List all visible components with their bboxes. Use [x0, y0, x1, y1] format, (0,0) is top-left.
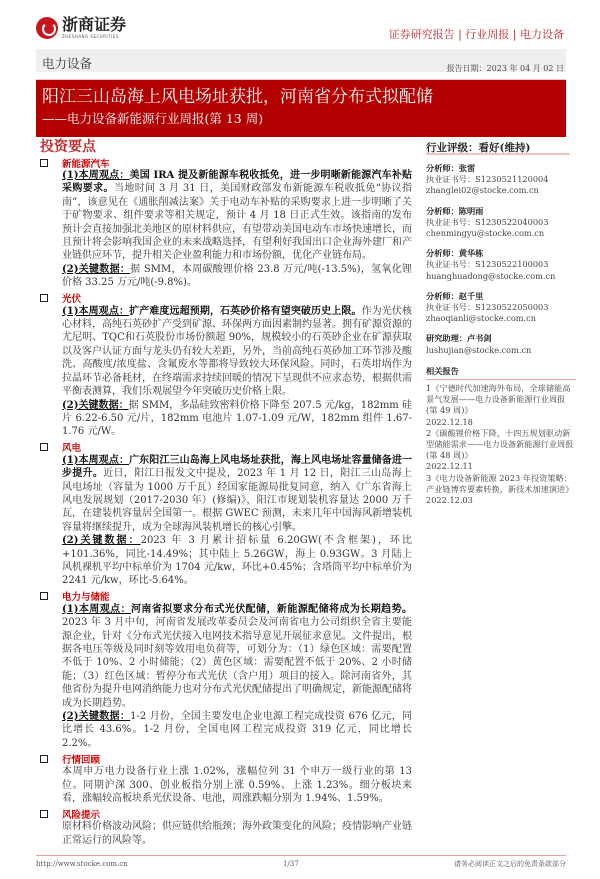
research-assistant: [426, 333, 576, 355]
analyst: [426, 206, 576, 240]
viewpoint-headline: 美国 IRA 提及新能源车税收抵免，进一步明晰新能源汽车补贴采购要求。: [62, 170, 413, 195]
section-title: 风电: [62, 443, 82, 455]
section-storage: [40, 590, 412, 750]
key-data-paragraph: [62, 534, 412, 588]
related-report[interactable]: [426, 473, 576, 507]
viewpoint-label: (1)本周观点：: [62, 170, 130, 181]
checkbox-bullet-icon: [40, 159, 48, 167]
assistant-name: 研究助理：卢书剑: [426, 333, 492, 344]
analyst-name: 分析师：张雷: [426, 163, 476, 173]
checkbox-bullet-icon: [40, 294, 48, 302]
section-nev: [40, 156, 412, 290]
analyst-email[interactable]: zhanglei02@stocke.com.cn: [426, 185, 539, 196]
left-column: [36, 139, 412, 847]
footer-url[interactable]: http://www.stocke.com.cn: [36, 860, 128, 869]
footer-disclaimer: 请务必阅读正文之后的免责条款部分: [454, 860, 566, 869]
viewpoint-body: 近日，阳江日报发文中提及，2023 年 1 月 12 日，阳江三山岛海上风电场址（容量为 1000 万千瓦）经国家能源局批复同意，纳入《广东省海上风电发展规划（2017-2030 年）(修编)》，阳江市规划装机容量达 2000 万千瓦，在建装机容量居全国第一。根据 GWEC 预测，未来几年中国海风新增装机容量将继续提升，成为全球海风装机增长的核心引擎。: [62, 468, 412, 533]
related-report-title: 3《电力设备新能源 2023 年投资策略：产业链博弈要素转换，新技术加速演进》: [426, 472, 574, 494]
title-banner: [36, 79, 566, 137]
logo-emblem-icon: [36, 17, 58, 39]
key-data-label: (2)关键数据：: [62, 399, 129, 411]
analyst-cert: 执业证书号：S1230521120004: [426, 174, 549, 185]
sidebar: [426, 163, 576, 506]
viewpoint-headline: 河南省拟要求分布式光伏配储，新能源配储将成为长期趋势。: [130, 603, 413, 615]
analyst-cert: 执业证书号：S1230522050003: [426, 302, 549, 313]
analyst-name: 分析师：黄华栋: [426, 248, 484, 259]
viewpoint-paragraph: [62, 603, 412, 710]
section-market-review: [40, 752, 412, 805]
key-data-label: (2)关键数据：: [62, 711, 131, 723]
viewpoint-label: (1)本周观点：: [62, 305, 130, 317]
related-report-date: 2022.12.11: [426, 461, 473, 472]
risk-text: 原材料价格波动风险；供应链供给瓶颈；海外政策变化的风险；疫情影响产业链正常运行的风险等。: [62, 821, 412, 846]
investment-highlights-heading: 投资要点: [40, 139, 96, 155]
sector-label: 电力设备: [42, 56, 93, 71]
section-pv: [40, 292, 412, 439]
key-data-paragraph: [62, 263, 412, 290]
key-data-body: 2023 年 3 月累计招标量 6.20GW(不含框架)，环比+101.36%，同比-14.49%；其中陆上 5.26GW，海上 0.93GW。3 月陆上风机裸机平均中标单价为 1704 元/kw，环比+0.45%；含塔筒平均中标单价为 2241 元/kw，环比-5.64%。: [62, 535, 412, 587]
report-title: 阳江三山岛海上风电场址获批，河南省分布式拟配储: [42, 87, 433, 107]
viewpoint-label: (1)本周观点：: [62, 603, 131, 615]
industry-rating: 行业评级：看好(维持): [426, 135, 570, 155]
analyst-email[interactable]: huanghuadong@stocke.com.cn: [426, 270, 556, 281]
section-title: 风险提示: [62, 809, 101, 821]
related-reports-heading: 相关报告: [426, 366, 576, 380]
analyst-name: 分析师：赵千里: [426, 290, 484, 301]
checkbox-bullet-icon: [40, 592, 48, 600]
company-logo: [36, 16, 126, 39]
section-title: 行情回顾: [62, 754, 101, 766]
checkbox-bullet-icon: [40, 755, 48, 763]
viewpoint-body: 作为光伏核心材料，高纯石英砂扩产受到矿源、环保两方面因素制约显著。拥有矿源资源的尤尼明、TQC和石英股份市场份额超 90%，规模较小的石英砂企业在矿源获取以及客户认证方面与龙头仍有较大差距，另外，当前高纯石英砂加工环节涉及酸洗、高酸度/浓度盐、含氟废水等都将导致较大环保风险。同时，石英坩埚作为拉晶环节必备耗材，在终端需求持续回暖的情况下呈现供不应求态势，根据供需平衡表测算，我们乐观展望今年突破历史价格上限。: [62, 305, 413, 398]
related-report-title: 2《碳酸锂价格下降，十四五规划驱动新型储能需求——电力设备新能源行业周报(第 48 周)》: [426, 427, 574, 461]
viewpoint-headline: 扩产难度远超预期，石英砂价格有望突破历史上限。: [129, 305, 362, 317]
page-footer: [36, 855, 566, 879]
analyst-cert: 执业证书号：S1230522100003: [426, 259, 549, 270]
key-data-body: 据 SMM，本周碳酸锂价格 23.8 万元/吨(-13.5%)，氢氧化锂价格 33.25 万元/吨(-9.8%)。: [62, 263, 413, 289]
analyst-email[interactable]: chenmingyu@stocke.com.cn: [426, 228, 545, 239]
key-data-body: 1-2 月份，全国主要发电企业电源工程完成投资 676 亿元，同比增长 43.6%。1-2 月份，全国电网工程完成投资 319 亿元，同比增长 2.2%。: [62, 711, 412, 749]
viewpoint-headline: 广东阳江三山岛海上风电场址获批，海上风电场址容量储备进一步提升。: [62, 454, 413, 480]
analyst-name: 分析师：陈明雨: [426, 205, 484, 216]
section-title: 电力与储能: [62, 592, 110, 604]
logo-name: 浙商证券: [62, 15, 127, 34]
viewpoint-paragraph: [62, 454, 412, 534]
section-wind: [40, 441, 412, 588]
analyst-cert: 执业证书号：S1230522040003: [426, 216, 549, 227]
key-data-paragraph: [62, 399, 412, 439]
viewpoint-label: (1)本周观点：: [62, 454, 130, 466]
report-type: 证券研究报告 | 行业周报 | 电力设备: [388, 28, 564, 41]
checkbox-bullet-icon: [40, 443, 48, 451]
section-risk: [40, 807, 412, 847]
logo-en: ZHESHANG SECURITIES: [62, 34, 119, 39]
related-report[interactable]: [426, 383, 576, 428]
analyst: [426, 163, 576, 197]
viewpoint-body: 2023 年 3 月中旬，河南省发展改革委员会及河南省电力公司组织全省主要能源企业，针对《分布式光伏接入电网技术指导意见开展征求意见。文件提出，根据各电压等级及同时刻等效用电负荷等，可划分为：（1）绿色区域：需要配置不低于 10%、2 小时储能；（2）黄色区域：需要配置不低于 20%、2 小时储能；（3）红色区域：暂停分布式光伏（含户用）项目的接入。除河南省外，其他省份为提升电网消纳能力也对分布式光伏配储提出了明确规定，新能源配储将成为长期趋势。: [62, 617, 412, 709]
assistant-email[interactable]: lushujian@stocke.com.cn: [426, 344, 532, 355]
related-report[interactable]: [426, 428, 576, 473]
analyst: [426, 291, 576, 325]
report-date: 报告日期：2023 年 04 月 02 日: [446, 64, 564, 73]
analyst-email[interactable]: zhaoqianli@stocke.com.cn: [426, 313, 536, 324]
related-report-date: 2022.12.03: [426, 495, 473, 506]
section-title: 新能源汽车: [62, 158, 110, 170]
related-report-title: 1《宁德时代加速海外布局，全球储能高景气发展——电力设备新能源行业周报(第 49 周)》: [426, 383, 571, 416]
report-subtitle: ——电力设备新能源行业周报(第 13 周): [42, 111, 264, 126]
related-report-date: 2022.12.18: [426, 416, 473, 427]
viewpoint-paragraph: [62, 305, 412, 399]
market-review-text: 本周申万电力设备行业上涨 1.02%，涨幅位列 31 个申万一级行业的第 13 位。同期沪深 300、创业板指分别上涨 0.59%、上涨 1.23%。细分板块来看，涨幅较高板块系光伏设备、电池，周涨跌幅分别为 1.94%、1.59%。: [62, 766, 412, 805]
key-data-label: (2)关键数据：: [62, 263, 131, 275]
analyst: [426, 248, 576, 282]
viewpoint-paragraph: [62, 169, 412, 263]
key-data-paragraph: [62, 710, 412, 750]
key-data-body: 据 SMM，多晶硅致密料价格下降至 207.5 元/kg，182mm 硅片 6.22-6.50 元/片，182mm 电池片 1.07-1.09 元/W，182mm 组件 1.67-1.76 元/W。: [62, 399, 412, 438]
key-data-label: (2)关键数据：: [62, 535, 141, 547]
page-number: 1/37: [282, 860, 299, 869]
section-title: 光伏: [62, 294, 82, 306]
checkbox-bullet-icon: [40, 810, 48, 818]
viewpoint-body: 当地时间 3 月 31 日，美国财政部发布新能源车税收抵免“协议指南”，该意见在《通胀削减法案》关于电动车补贴的采购要求上进一步明晰了关于矿物要求、组件要求等相关规定，预计 4 月 18 日正式生效。该指南的发布预计会直接加强北美地区的原材料供应，有望带动美国电动车市场快速增长，而且预计将会影响我国企业的未来战略选择，有望利好我国出口企业海外建厂和产业链供应环节，提升相关企业盈利能力和市场份额，优化产业链布局。: [62, 183, 413, 262]
